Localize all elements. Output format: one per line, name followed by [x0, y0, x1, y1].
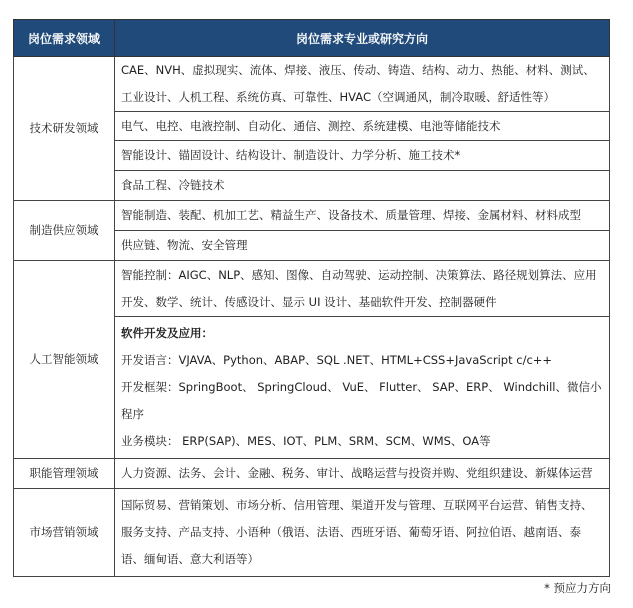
- dev-languages: 开发语言：VJAVA、Python、ABAP、SQL .NET、HTML+CSS+JavaScript c/c++: [121, 353, 553, 367]
- major-cell: 智能制造、装配、机加工艺、精益生产、设备技术、质量管理、焊接、金属材料、材料成型: [115, 201, 610, 231]
- area-marketing: 市场营销领域: [14, 489, 115, 577]
- software-cell: [115, 317, 610, 459]
- major-cell: 食品工程、冷链技术: [115, 171, 610, 201]
- footnote: * 预应力方向: [544, 581, 611, 595]
- major-cell: CAE、NVH、虚拟现实、流体、焊接、液压、传动、铸造、结构、动力、热能、材料、测试、工业设计、人机工程、系统仿真、可靠性、HVAC（空调通风，制冷取暖、舒适性等）: [115, 57, 610, 112]
- major-cell: 智能控制：AIGC、NLP、感知、图像、自动驾驶、运动控制、决策算法、路径规划算法、应用开发、数学、统计、传感设计、显示 UI 设计、基础软件开发、控制器硬件: [115, 261, 610, 317]
- major-cell: 智能设计、锚固设计、结构设计、制造设计、力学分析、施工技术*: [115, 141, 610, 171]
- table-row: [14, 261, 610, 317]
- area-manufacturing: 制造供应领域: [14, 201, 115, 261]
- header-row: [14, 20, 610, 57]
- software-title: 软件开发及应用：: [121, 326, 213, 340]
- major-cell: 供应链、物流、安全管理: [115, 231, 610, 261]
- business-modules: 业务模块： ERP(SAP)、MES、IOT、PLM、SRM、SCM、WMS、OA等: [121, 434, 491, 448]
- header-major: 岗位需求专业或研究方向: [115, 20, 610, 57]
- table-row: [14, 57, 610, 112]
- major-cell: 人力资源、法务、会计、金融、税务、审计、战略运营与投资并购、党组织建设、新媒体运营: [115, 459, 610, 489]
- dev-frameworks: 开发框架：SpringBoot、 SpringCloud、 VuE、 Flutter、 SAP、ERP、 Windchill、微信小程序: [121, 380, 602, 421]
- major-cell: 电气、电控、电液控制、自动化、通信、测控、系统建模、电池等储能技术: [115, 112, 610, 141]
- area-tech: 技术研发领域: [14, 57, 115, 201]
- table-row: [14, 201, 610, 231]
- major-cell: 国际贸易、营销策划、市场分析、信用管理、渠道开发与管理、互联网平台运营、销售支持、服务支持、产品支持、小语种（俄语、法语、西班牙语、葡萄牙语、阿拉伯语、越南语、泰语、缅甸语、意大利语等）: [115, 489, 610, 577]
- area-management: 职能管理领域: [14, 459, 115, 489]
- area-ai: 人工智能领域: [14, 261, 115, 459]
- job-demand-table: [13, 19, 610, 577]
- table-row: [14, 489, 610, 577]
- table-row: [14, 459, 610, 489]
- header-area: 岗位需求领域: [14, 20, 115, 57]
